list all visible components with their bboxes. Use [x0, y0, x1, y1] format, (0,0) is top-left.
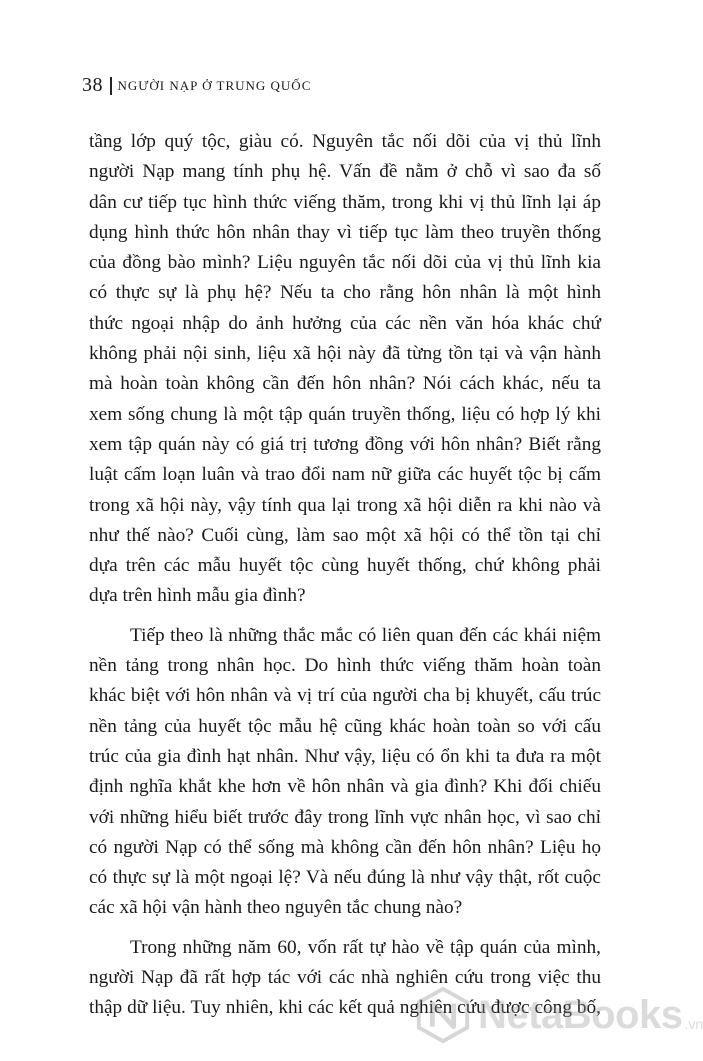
text-line: người Nạp mang tính phụ hệ. Vấn đề nằm ở chỗ vì sao đa số [89, 161, 601, 183]
text-line: xem tập quán này có giá trị tương đồng với hôn nhân? Biết rằng [89, 433, 601, 455]
text-line: trúc của gia đình hạt nhân. Như vậy, liệu có ổn khi ta đưa ra một [89, 745, 601, 767]
watermark-brand: NetaBooks [478, 992, 683, 1037]
text-line: khác biệt với hôn nhân và vị trí của người cha bị khuyết, cấu trúc [89, 685, 601, 707]
paragraph [89, 621, 601, 924]
watermark [414, 986, 703, 1044]
page-number: 38 [82, 74, 103, 96]
netabooks-n-logo-icon [414, 986, 472, 1044]
text-line: tầng lớp quý tộc, giàu có. Nguyên tắc nối dõi của vị thủ lĩnh [89, 131, 601, 152]
text-line: luật cấm loạn luân và trao đổi nam nữ giữa các huyết tộc bị cấm [89, 464, 601, 486]
paragraph [89, 127, 601, 612]
running-title: NGƯỜI NẠP Ở TRUNG QUỐC [117, 77, 312, 93]
text-line: dựa trên các mẫu huyết tộc cùng huyết thống, chứ không phải [89, 555, 601, 577]
text-line: có thực sự là một ngoại lệ? Và nếu đúng là như vậy thật, rốt cuộc [89, 867, 601, 889]
text-line: nền tảng trong nhân học. Do hình thức viếng thăm hoàn toàn [89, 655, 601, 677]
text-line: người Nạp đã rất hợp tác với các nhà nghiên cứu trong việc thu [89, 967, 601, 989]
text-line: các xã hội vận hành theo nguyên tắc chung nào? [89, 897, 463, 919]
text-line: không phải nội sinh, liệu xã hội này đã từng tồn tại và vận hành [89, 343, 601, 365]
text-line: mà hoàn toàn không cần đến hôn nhân? Nói cách khác, nếu ta [89, 373, 601, 395]
text-line: trong xã hội này, vậy tính qua lại trong xã hội diễn ra khi nào và [89, 494, 601, 516]
text-line: dựa trên hình mẫu gia đình? [89, 585, 306, 607]
watermark-domain: .vn [684, 1016, 703, 1032]
body-text [89, 127, 601, 1033]
text-line: Trong những năm 60, vốn rất tự hào về tập quán của mình, [130, 936, 601, 958]
text-line: nền tảng của huyết tộc mẫu hệ cũng khác hoàn toàn so với cấu [89, 715, 601, 737]
text-line: như thế nào? Cuối cùng, làm sao một xã hội có thể tồn tại chỉ [89, 524, 601, 546]
header-divider [110, 77, 112, 95]
text-line: xem sống chung là một tập quán truyền thống, liệu có hợp lý khi [89, 403, 601, 425]
running-header [82, 74, 311, 97]
text-line: thức ngoại nhập do ảnh hưởng của các nền văn hóa khác chứ [89, 312, 601, 334]
text-line: có người Nạp có thể sống mà không cần đến hôn nhân? Liệu họ [89, 836, 601, 858]
text-line: của đồng bào mình? Liệu nguyên tắc nối dõi của vị thủ lĩnh kia [89, 252, 601, 274]
text-line: với những hiểu biết trước đây trong lĩnh vực nhân học, vì sao chỉ [89, 806, 601, 828]
text-line: Tiếp theo là những thắc mắc có liên quan đến các khái niệm [130, 624, 601, 646]
text-line: có thực sự là phụ hệ? Nếu ta cho rằng hôn nhân là một hình [89, 282, 601, 304]
text-line: thập dữ liệu. Tuy nhiên, khi các kết quả nghiên cứu được công bố, [89, 997, 601, 1019]
text-line: định nghĩa khắt khe hơn về hôn nhân và gia đình? Khi đối chiếu [89, 776, 601, 798]
text-line: dân cư tiếp tục hình thức viếng thăm, trong khi vị thủ lĩnh lại áp [89, 191, 601, 213]
text-line: dụng hình thức hôn nhân thay vì tiếp tục làm theo truyền thống [89, 221, 601, 243]
